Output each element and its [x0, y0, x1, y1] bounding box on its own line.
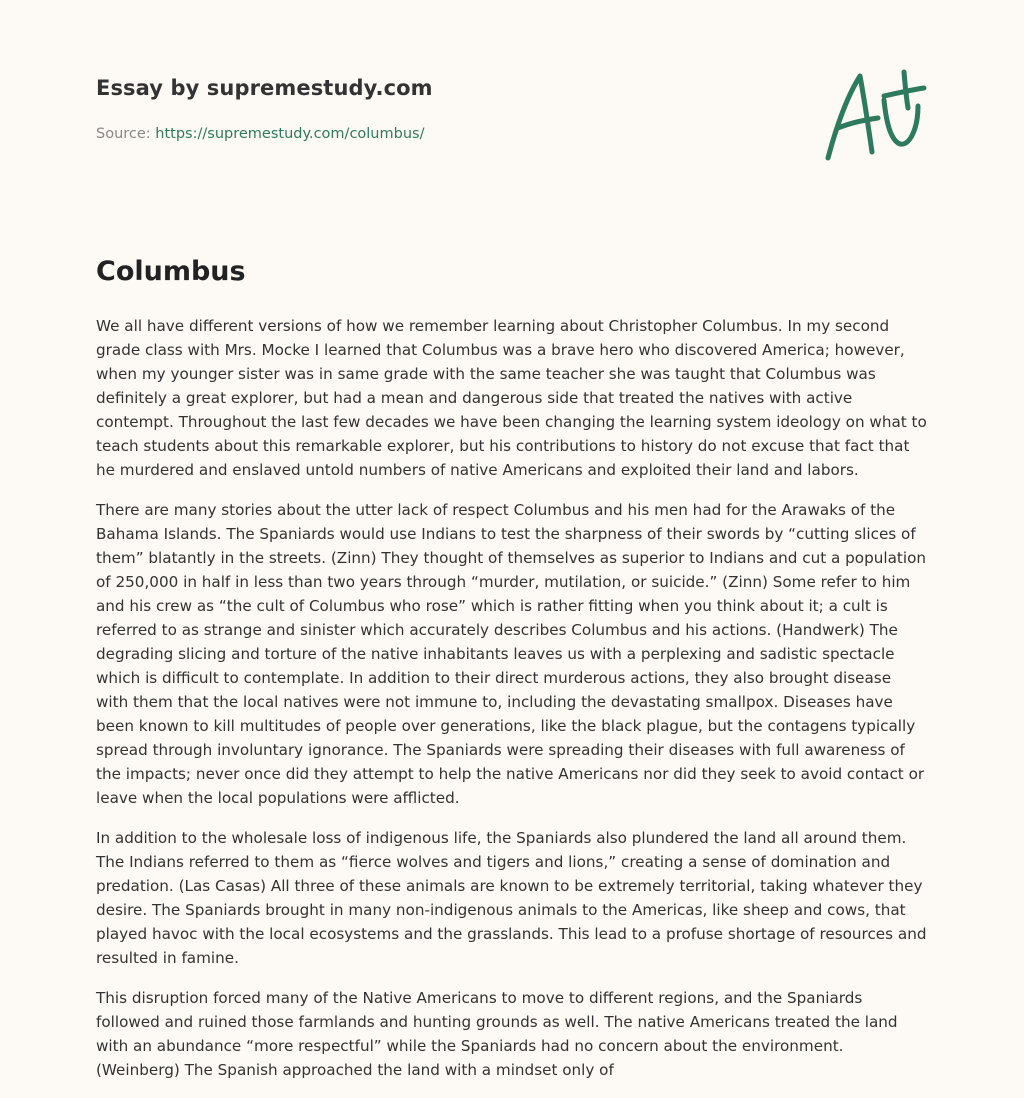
site-title: Essay by supremestudy.com — [96, 76, 433, 100]
source-line — [96, 126, 796, 142]
source-link[interactable]: https://supremestudy.com/columbus/ — [155, 126, 425, 142]
paragraph: There are many stories about the utter lack of respect Columbus and his men had for the Arawaks of the Bahama Islands. The Spaniards would use Indians to test the sharpness of their swords by “cutting slices of them” blatantly in the streets. (Zinn) They thought of themselves as superior to Indians and cut a population of 250,000 in half in less than two years through “murder, mutilation, or suicide.” (Zinn) Some refer to him and his crew as “the cult of Columbus who rose” which is rather fitting when you think about it; a cult is referred to as strange and sinister which accurately describes Columbus and his actions. (Handwerk) The degrading slicing and torture of the native inhabitants leaves us with a perplexing and sadistic spectacle which is difficult to contemplate. In addition to their direct murderous actions, they also brought disease with them that the local natives were not immune to, including the devastating smallpox. Diseases have been known to kill multitudes of people over generations, like the black plague, but the contagens typically spread through involuntary ignorance. The Spaniards were spreading their diseases with full awareness of the impacts; never once did they attempt to help the native Americans nor did they seek to avoid contact or leave when the local populations were afflicted. — [96, 501, 926, 807]
paragraph: In addition to the wholesale loss of indigenous life, the Spaniards also plundered the land all around them. The Indians referred to them as “fierce wolves and tigers and lions,” creating a sense of domination and predation. (Las Casas) All three of these animals are known to be extremely territorial, taking whatever they desire. The Spaniards brought in many non-indigenous animals to the Americas, like sheep and cows, that played havoc with the local ecosystems and the grasslands. This lead to a profuse shortage of resources and resulted in famine. — [96, 829, 927, 967]
a-plus-grade-icon — [818, 66, 930, 166]
page-header — [96, 76, 796, 142]
paragraph: This disruption forced many of the Native Americans to move to different regions, and the Spaniards followed and ruined those farmlands and hunting grounds as well. The native Americans treated the land with an abundance “more respectful” while the Spaniards had no concern about the environment. (Weinberg) The Spanish approached the land with a mindset only of — [96, 989, 898, 1079]
essay-title: Columbus — [96, 256, 246, 287]
essay-body — [96, 314, 928, 1098]
source-label: Source: — [96, 126, 151, 142]
paragraph: We all have different versions of how we remember learning about Christopher Columbus. In my second grade class with Mrs. Mocke I learned that Columbus was a brave hero who discovered America; however, when my younger sister was in same grade with the same teacher she was taught that Columbus was definitely a great explorer, but had a mean and dangerous side that treated the natives with active contempt. Throughout the last few decades we have been changing the learning system ideology on what to teach students about this remarkable explorer, but his contributions to history do not excuse that fact that he murdered and enslaved untold numbers of native Americans and exploited their land and labors. — [96, 317, 927, 479]
